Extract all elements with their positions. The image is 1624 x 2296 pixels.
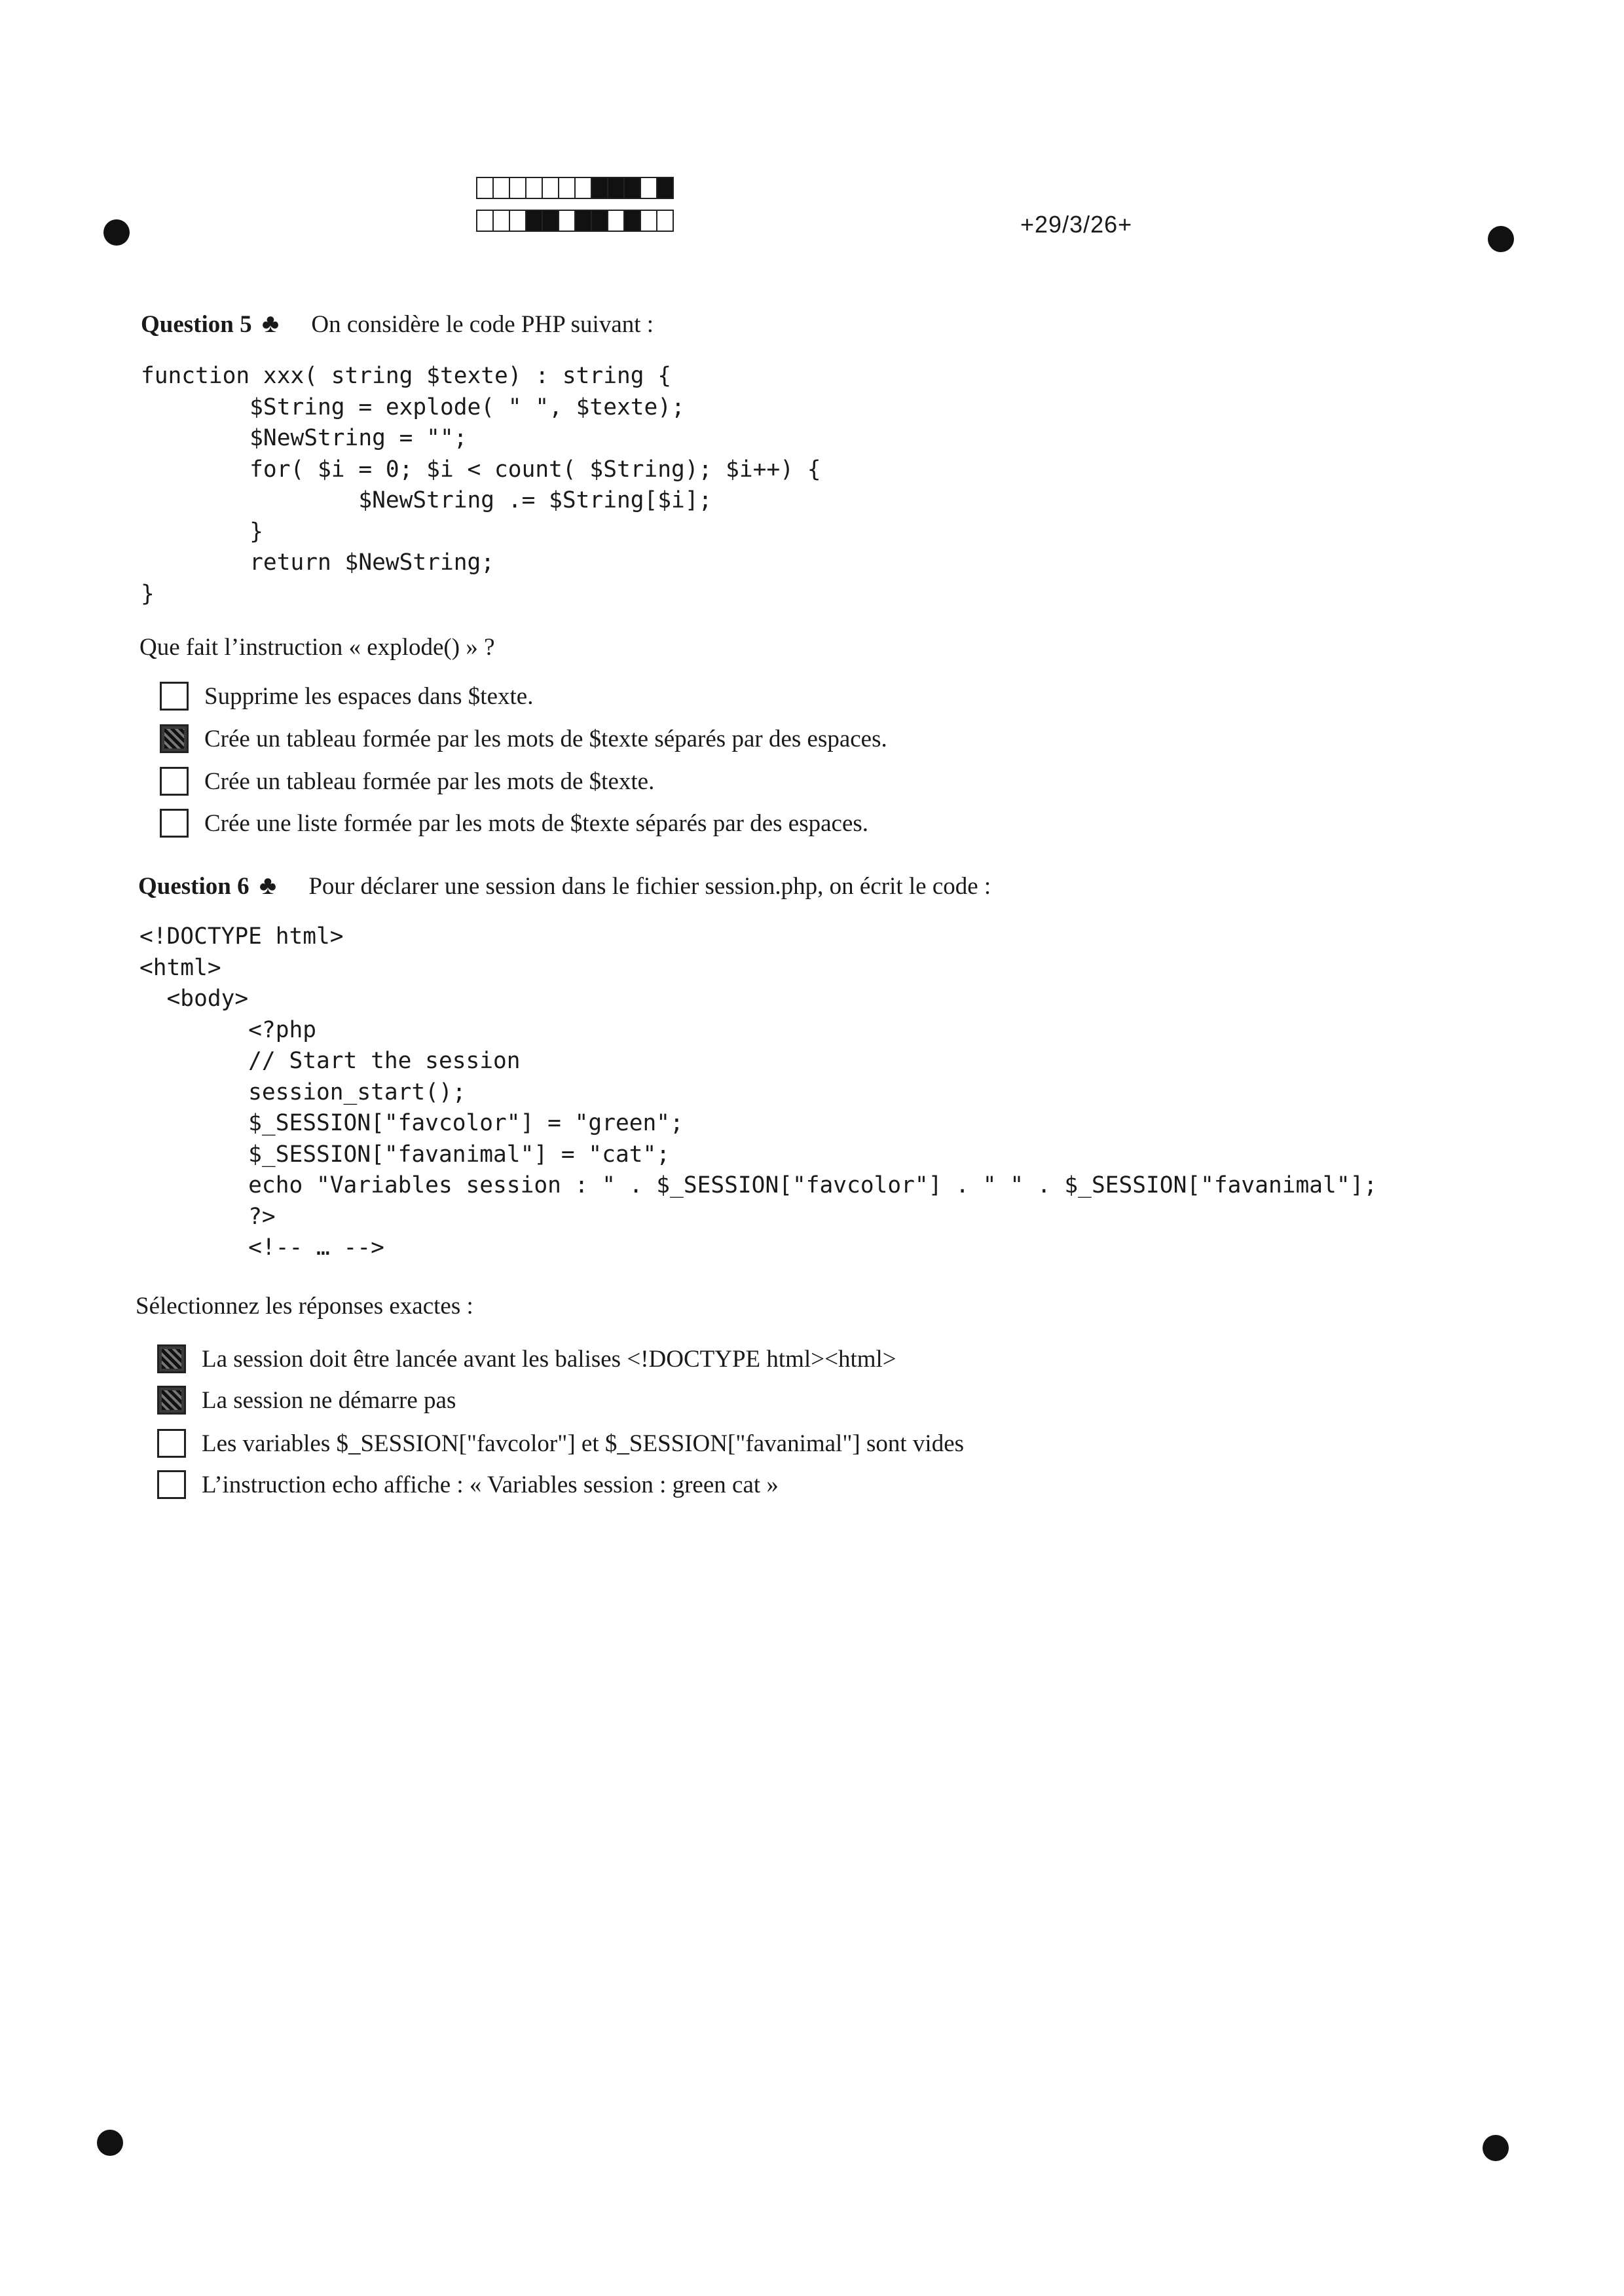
barcode-cell	[656, 210, 674, 232]
registration-mark-bottom-left	[97, 2130, 123, 2156]
club-icon: ♣	[261, 308, 280, 338]
question-5-code: function xxx( string $texte) : string { $String = explode( " ", $texte); $NewString = ""; for( $i = 0; $i < count( $String); $i++) { $NewString .= $String[$i]; } return $NewString; }	[141, 363, 821, 607]
q5-answer-3[interactable]	[160, 767, 654, 796]
q6-answer-3-text: Les variables $_SESSION["favcolor"] et $_SESSION["favanimal"] sont vides	[202, 1430, 965, 1457]
question-5-label: Question 5	[141, 311, 252, 338]
q6-checkbox-4[interactable]	[157, 1470, 186, 1499]
question-5-title	[141, 308, 654, 339]
barcode-cell	[525, 210, 543, 232]
barcode-cell	[574, 177, 592, 199]
q5-answer-1-text: Supprime les espaces dans $texte.	[204, 682, 534, 710]
barcode-cell	[476, 210, 494, 232]
q5-answer-2[interactable]	[160, 724, 887, 753]
barcode-row-2	[476, 210, 673, 232]
q5-checkbox-2[interactable]	[160, 724, 189, 753]
q6-answer-1-text: La session doit être lancée avant les balises <!DOCTYPE html><html>	[202, 1345, 896, 1373]
q5-checkbox-4[interactable]	[160, 809, 189, 838]
q5-checkbox-3[interactable]	[160, 767, 189, 796]
barcode-cell	[591, 177, 608, 199]
barcode-cell	[509, 177, 526, 199]
barcode-cell	[558, 210, 576, 232]
barcode-cell	[558, 177, 576, 199]
registration-mark-bottom-right	[1483, 2135, 1509, 2161]
barcode-row-1	[476, 177, 673, 199]
barcode-cell	[607, 210, 625, 232]
registration-mark-top-left	[103, 219, 130, 246]
question-6-text: Pour déclarer une session dans le fichier session.php, on écrit le code :	[308, 873, 991, 900]
question-5-text: On considère le code PHP suivant :	[311, 311, 654, 338]
q5-answer-4[interactable]	[160, 809, 868, 838]
barcode-cell	[574, 210, 592, 232]
q6-answer-4-text: L’instruction echo affiche : « Variables session : green cat »	[202, 1471, 779, 1498]
q5-answer-3-text: Crée un tableau formée par les mots de $texte.	[204, 768, 655, 795]
question-6-code: <!DOCTYPE html> <html> <body> <?php // Start the session session_start(); $_SESSION["favcolor"] = "green"; $_SESSION["favanimal"] = "cat"; echo "Variables session : " . $_SESSION["favcolor"] . " " . $_SESSION["favanimal"]; ?> <!-- … -->	[139, 923, 1378, 1261]
barcode-cell	[623, 177, 641, 199]
barcode-cell	[656, 177, 674, 199]
q5-answer-4-text: Crée une liste formée par les mots de $texte séparés par des espaces.	[204, 809, 869, 837]
question-5-prompt: Que fait l’instruction « explode() » ?	[139, 634, 495, 661]
barcode-cell	[607, 177, 625, 199]
barcode-cell	[591, 210, 608, 232]
barcode-cell	[542, 210, 559, 232]
q6-answer-2[interactable]	[157, 1386, 456, 1415]
barcode-cell	[623, 210, 641, 232]
barcode-cell	[640, 210, 657, 232]
q5-answer-1[interactable]	[160, 682, 533, 711]
q6-checkbox-3[interactable]	[157, 1429, 186, 1458]
q6-answer-3[interactable]	[157, 1429, 964, 1458]
registration-mark-top-right	[1488, 226, 1514, 252]
q6-answer-4[interactable]	[157, 1470, 779, 1499]
question-6-label: Question 6	[138, 873, 249, 900]
q6-checkbox-1[interactable]	[157, 1344, 186, 1373]
q6-checkbox-2[interactable]	[157, 1386, 186, 1415]
barcode-cell	[492, 210, 510, 232]
q6-answer-2-text: La session ne démarre pas	[202, 1386, 456, 1414]
barcode-cell	[509, 210, 526, 232]
q5-checkbox-1[interactable]	[160, 682, 189, 711]
question-6-prompt: Sélectionnez les réponses exactes :	[136, 1293, 473, 1320]
barcode-cell	[525, 177, 543, 199]
exam-id: +29/3/26+	[1020, 211, 1133, 238]
club-icon: ♣	[259, 870, 277, 900]
q5-answer-2-text: Crée un tableau formée par les mots de $texte séparés par des espaces.	[204, 725, 887, 752]
barcode-cell	[542, 177, 559, 199]
barcode-cell	[640, 177, 657, 199]
q6-answer-1[interactable]	[157, 1344, 896, 1373]
barcode-cell	[476, 177, 494, 199]
question-6-title	[138, 870, 991, 900]
barcode-cell	[492, 177, 510, 199]
